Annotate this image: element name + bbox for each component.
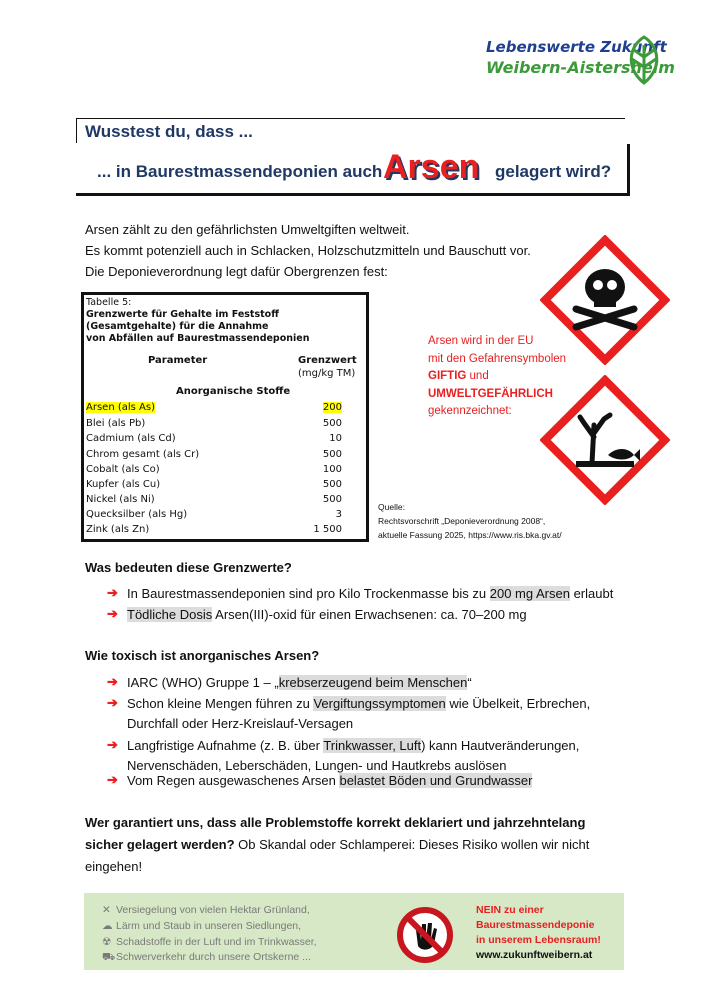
arrow-right-icon: ➔ [107, 606, 118, 621]
table-row-value: 100 [322, 464, 342, 475]
header-subtitle-post: gelagert wird? [495, 162, 612, 181]
header-title: Wusstest du, dass ... [85, 122, 253, 141]
footer-slogan-3: in unserem Lebensraum! [476, 934, 601, 946]
section-heading-toxicity: Wie toxisch ist anorganisches Arsen? [85, 648, 320, 663]
table-row-value: 500 [322, 418, 342, 429]
header-top-line [76, 118, 625, 119]
footer-item: ✕ Versiegelung von vielen Hektar Grünland, [102, 904, 310, 916]
bullet-text-continued: Nervenschäden, Leberschäden, Lungen- und Hautkrebs auslösen [127, 758, 507, 773]
header-subtitle-highlight: Arsen [383, 148, 480, 186]
table-row-name: Arsen (als As) [86, 402, 155, 413]
bullet-text: Langfristige Aufnahme (z. B. über Trinkwasser, Luft) kann Hautveränderungen, [127, 738, 580, 753]
table-row-name: Kupfer (als Cu) [86, 479, 161, 490]
intro-line-1: Arsen zählt zu den gefährlichsten Umweltgiften weltweit. [85, 222, 410, 237]
table-caption: Tabelle 5: Grenzwerte für Gehalte im Feststoff (Gesamtgehalte) für die Annahme von Abfällen auf Baurestmassendeponien [86, 297, 310, 344]
table-row-value: 200 [322, 402, 342, 413]
stop-hand-icon [396, 906, 454, 964]
table-row-name: Nickel (als Ni) [86, 494, 155, 505]
table-row-value: 500 [322, 449, 342, 460]
table-row-value: 3 [335, 509, 342, 520]
cloud-icon: ☁ [102, 920, 113, 932]
cross-icon: ✕ [102, 904, 111, 916]
header-left-line [76, 118, 77, 143]
table-section-label: Anorganische Stoffe [176, 386, 291, 397]
table-row-name: Quecksilber (als Hg) [86, 509, 188, 520]
intro-line-2: Es kommt potenziell auch in Schlacken, Holzschutzmitteln und Bauschutt vor. [85, 243, 531, 258]
table-row-value: 10 [329, 433, 342, 444]
table-row-name: Chrom gesamt (als Cr) [86, 449, 200, 460]
footer-item: ☁ Lärm und Staub in unseren Siedlungen, [102, 920, 302, 932]
table-row-name: Cadmium (als Cd) [86, 433, 176, 444]
table-row-value: 500 [322, 479, 342, 490]
table-header-parameter: Parameter [148, 355, 208, 366]
logo-line1: Lebenswerte Zukunft [486, 38, 667, 56]
bullet-text: Tödliche Dosis Arsen(III)-oxid für einen Erwachsenen: ca. 70–200 mg [127, 607, 527, 622]
table-header-unit: (mg/kg TM) [298, 368, 356, 379]
bullet-text-continued: Durchfall oder Herz-Kreislauf-Versagen [127, 716, 354, 731]
hazard-explanation: Arsen wird in der EU mit den Gefahrensymbolen GIFTIG und UMWELTGEFÄHRLICH gekennzeichnet: [428, 335, 567, 418]
bullet-text: Vom Regen ausgewaschenes Arsen belastet Böden und Grundwasser [127, 773, 533, 788]
arrow-right-icon: ➔ [107, 674, 118, 689]
arrow-right-icon: ➔ [107, 585, 118, 600]
footer-item: ☢ Schadstoffe in der Luft und im Trinkwasser, [102, 936, 317, 948]
bullet-text: Schon kleine Mengen führen zu Vergiftungssymptomen wie Übelkeit, Erbrechen, [127, 696, 591, 711]
table-row-value: 1 500 [313, 524, 342, 535]
table-row-name: Cobalt (als Co) [86, 464, 160, 475]
source-note: Quelle: Rechtsvorschrift „Deponieverordnung 2008“, aktuelle Fassung 2025, https://www.ris.bka.gv.at/ [378, 502, 562, 540]
bullet-text: In Baurestmassendeponien sind pro Kilo Trockenmasse bis zu 200 mg Arsen erlaubt [127, 586, 614, 601]
table-row-value: 500 [322, 494, 342, 505]
truck-icon: ⛟ [102, 951, 116, 963]
arrow-right-icon: ➔ [107, 772, 118, 787]
leaf-icon [624, 35, 664, 85]
table-header-limit: Grenzwert [298, 355, 357, 366]
footer-website-link[interactable]: www.zukunftweibern.at [476, 949, 593, 961]
closing-statement: Wer garantiert uns, dass alle Problemstoffe korrekt deklariert und jahrzehntelang sicher gelagert werden? Ob Skandal oder Schlamperei: Dieses Risiko wollen wir nicht eingehen! [85, 815, 590, 874]
intro-line-3: Die Deponieverordnung legt dafür Obergrenzen fest: [85, 264, 388, 279]
arrow-right-icon: ➔ [107, 737, 118, 752]
arrow-right-icon: ➔ [107, 695, 118, 710]
section-heading-limits: Was bedeuten diese Grenzwerte? [85, 560, 292, 575]
footer-slogan-2: Baurestmassendeponie [476, 919, 595, 931]
hazard-icon: ☢ [102, 936, 112, 948]
footer-item: ⛟Schwerverkehr durch unsere Ortskerne ... [102, 951, 311, 963]
table-row-name: Blei (als Pb) [86, 418, 146, 429]
header-subtitle-pre: ... in Baurestmassendeponien auch [97, 162, 383, 181]
logo-line2: Weibern-Aistersheim [486, 58, 675, 77]
bullet-text: IARC (WHO) Gruppe 1 – „krebserzeugend beim Menschen“ [127, 675, 472, 690]
table-row-name: Zink (als Zn) [86, 524, 150, 535]
footer-slogan-1: NEIN zu einer [476, 904, 544, 916]
